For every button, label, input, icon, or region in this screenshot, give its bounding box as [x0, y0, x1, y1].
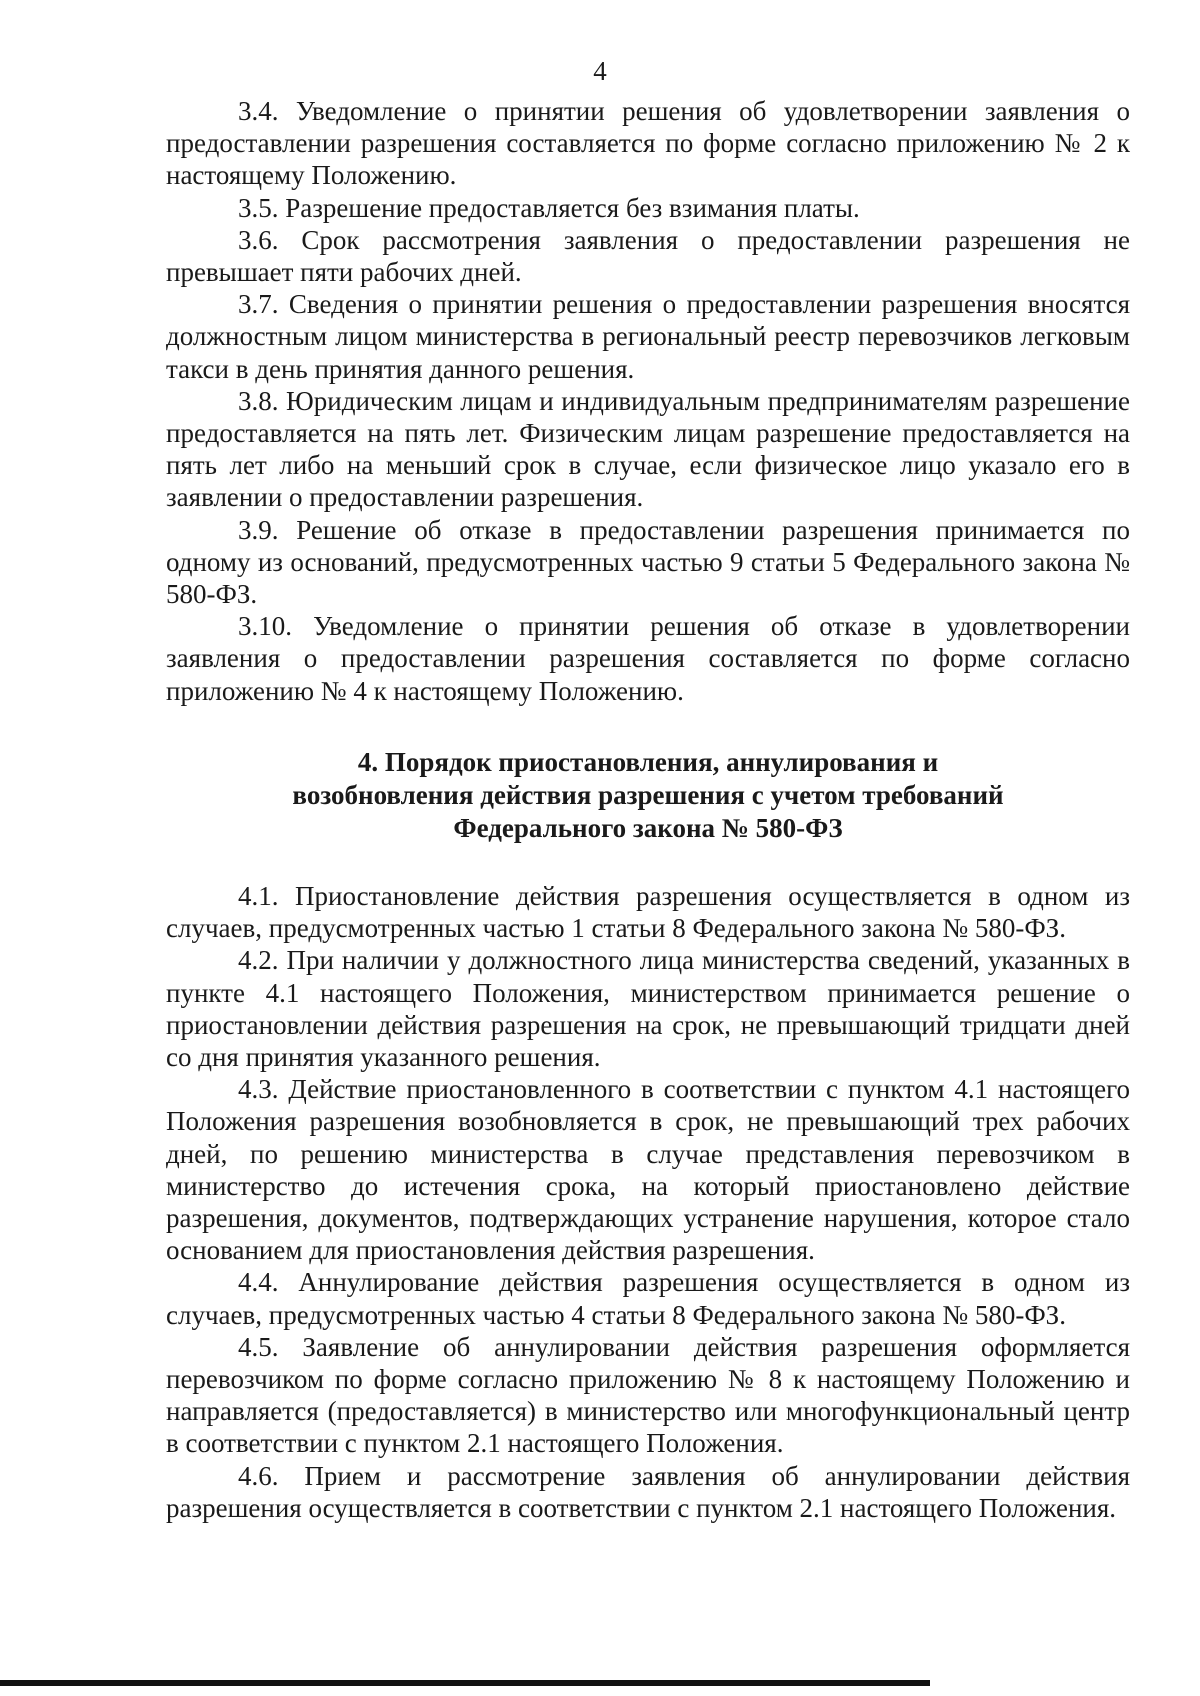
heading-line-2: возобновления действия разрешения с учетом требований	[292, 780, 1004, 810]
paragraph-4-3: 4.3. Действие приостановленного в соответствии с пунктом 4.1 настоящего Положения разрешения возобновляется в срок, не превышающий трех рабочих дней, по решению министерства в случае представления перевозчиком в министерство до истечения срока, на который приостановлено действие разрешения, документов, подтверждающих устранение нарушения, которое стало основанием для приостановления действия разрешения.	[166, 1074, 1130, 1266]
paragraph-3-5: 3.5. Разрешение предоставляется без взимания платы.	[238, 192, 860, 223]
paragraph-3-9: 3.9. Решение об отказе в предоставлении разрешения принимается по одному из оснований, предусмотренных частью 9 статьи 5 Федерального закона № 580-ФЗ.	[166, 514, 1130, 610]
paragraph-4-4: 4.4. Аннулирование действия разрешения осуществляется в одном из случаев, предусмотренных частью 4 статьи 8 Федерального закона № 580-ФЗ.	[166, 1267, 1130, 1330]
section-4-body	[166, 880, 1130, 1524]
section-3-body	[166, 95, 1130, 707]
paragraph-3-7: 3.7. Сведения о принятии решения о предоставлении разрешения вносятся должностным лицом министерства в региональный реестр перевозчиков легковым такси в день принятия данного решения.	[166, 289, 1130, 384]
section-4-heading	[166, 746, 1130, 845]
heading-line-1: 4. Порядок приостановления, аннулирования и	[357, 747, 939, 777]
paragraph-4-2: 4.2. При наличии у должностного лица министерства сведений, указанных в пункте 4.1 настоящего Положения, министерством принимается решение о приостановлении действия разрешения на срок, не превышающий тридцати дней со дня принятия указанного решения.	[166, 945, 1130, 1073]
page-number: 4	[593, 56, 607, 86]
paragraph-4-6: 4.6. Прием и рассмотрение заявления об аннулировании действия разрешения осуществляется в соответствии с пунктом 2.1 настоящего Положения.	[166, 1460, 1130, 1523]
heading-line-3: Федерального закона № 580-ФЗ	[453, 813, 843, 843]
paragraph-3-8: 3.8. Юридическим лицам и индивидуальным предпринимателям разрешение предоставляется на пять лет. Физическим лицам разрешение предоставляется на пять лет либо на меньший срок в случае, если физическое лицо указало его в заявлении о предоставлении разрешения.	[166, 385, 1130, 513]
paragraph-4-1: 4.1. Приостановление действия разрешения осуществляется в одном из случаев, предусмотренных частью 1 статьи 8 Федерального закона № 580-ФЗ.	[166, 881, 1130, 944]
paragraph-3-10: 3.10. Уведомление о принятии решения об отказе в удовлетворении заявления о предоставлении разрешения составляется по форме согласно приложению № 4 к настоящему Положению.	[166, 611, 1130, 706]
paragraph-3-4: 3.4. Уведомление о принятии решения об удовлетворении заявления о предоставлении разрешения составляется по форме согласно приложению № 2 к настоящему Положению.	[166, 96, 1130, 191]
paragraph-4-5: 4.5. Заявление об аннулировании действия разрешения оформляется перевозчиком по форме согласно приложению № 8 к настоящему Положению и направляется (предоставляется) в министерство или многофункциональный центр в соответствии с пунктом 2.1 настоящего Положения.	[166, 1331, 1130, 1459]
paragraph-3-6: 3.6. Срок рассмотрения заявления о предоставлении разрешения не превышает пяти рабочих дней.	[166, 224, 1130, 288]
scan-edge-line	[0, 1680, 930, 1686]
